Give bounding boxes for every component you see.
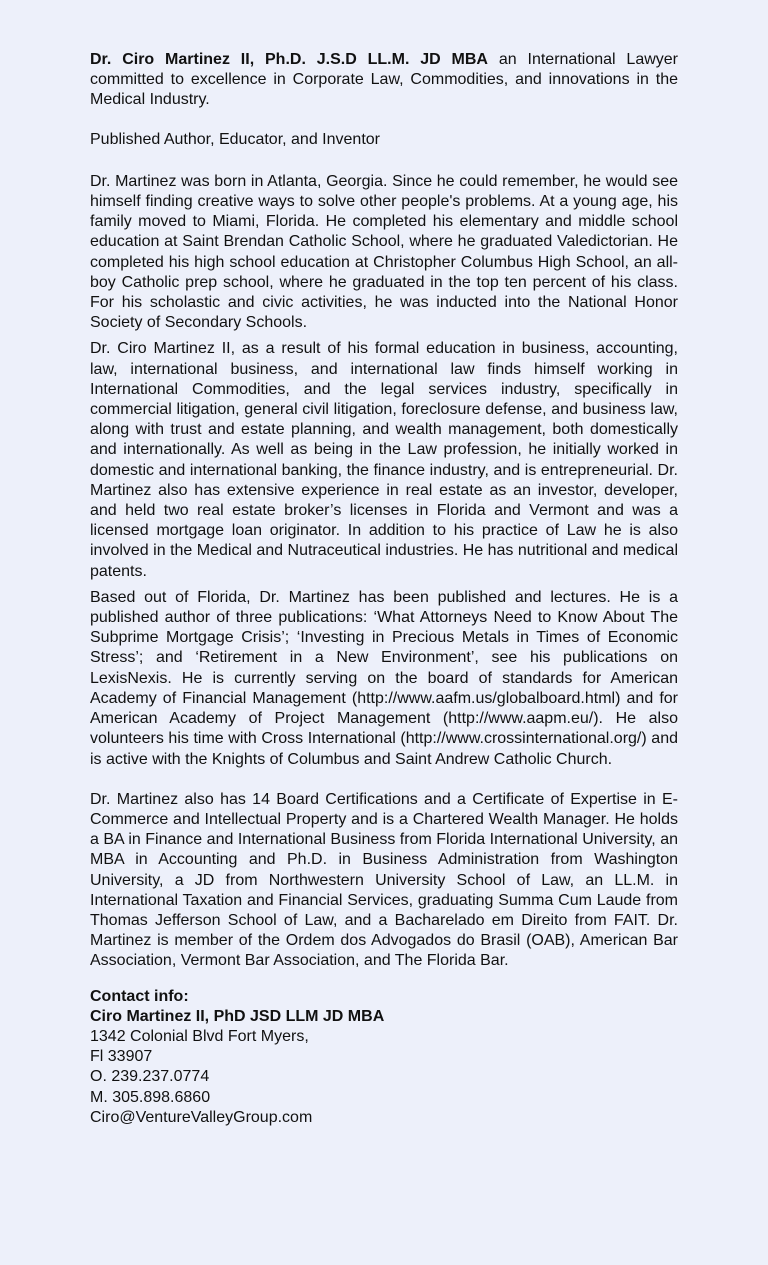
contact-heading: Contact info: [90, 987, 189, 1005]
contact-name: Ciro Martinez II, PhD JSD LLM JD MBA [90, 1007, 385, 1025]
contact-mobile-phone: M. 305.898.6860 [90, 1088, 211, 1106]
tagline: Published Author, Educator, and Inventor [90, 130, 380, 148]
bio-paragraph-early-life: Dr. Martinez was born in Atlanta, Georgia. Since he could remember, he would see himself finding creative ways to solve other people's problems. At a young age, his family moved to Miami, Florida. He completed his elementary and middle school education at Saint Brendan Catholic School, where he graduated Valedictorian. He completed his high school education at Christopher Columbus High School, an all-boy Catholic prep school, where he graduated in the top ten percent of his class. For his scholastic and civic activities, he was inducted into the National Honor Society of Secondary Schools. [90, 172, 678, 332]
bio-paragraph-education: Dr. Martinez also has 14 Board Certifications and a Certificate of Expertise in E- Commerce and Intellectual Property and is a Chartered Wealth Manager. He holds a BA in Finance and International Business from Florida International University, an MBA in Accounting and Ph.D. in Business Administration from Washington University, a JD from Northwestern University School of Law, an LL.M. in International Taxation and Financial Services, graduating Summa Cum Laude from Thomas Jefferson School of Law, and a Bacharelado em Direito from FAIT. Dr. Martinez is member of the Ordem dos Advogados do Brasil (OAB), American Bar Association, Vermont Bar Association, and The Florida Bar. [90, 790, 678, 970]
contact-office-phone: O. 239.237.0774 [90, 1068, 210, 1086]
name-credentials: Dr. Ciro Martinez II, Ph.D. J.S.D LL.M. JD MBA [90, 51, 488, 68]
intro-description: an International Lawyer committed to excellence in Corporate Law, Commodities, and innovations in the Medical Industry. [90, 51, 679, 109]
contact-email: Ciro@VentureValleyGroup.com [90, 1108, 313, 1126]
contact-block [90, 987, 678, 1128]
contact-address-line1: 1342 Colonial Blvd Fort Myers, [90, 1027, 309, 1045]
bio-paragraph-career: Dr. Ciro Martinez II, as a result of his formal education in business, accounting, law, international business, and international law finds himself working in International Commodities, and the legal services industry, specifically in commercial litigation, general civil litigation, foreclosure defense, and business law, along with trust and estate planning, and wealth management, both domestically and internationally. As well as being in the Law profession, he initially worked in domestic and international banking, the finance industry, and is entrepreneurial. Dr. Martinez also has extensive experience in real estate as an investor, developer, and held two real estate broker’s licenses in Florida and Vermont and was a licensed mortgage loan originator. In addition to his practice of Law he is also involved in the Medical and Nutraceutical industries. He has nutritional and medical patents. [90, 340, 678, 580]
contact-address-line2: Fl 33907 [90, 1048, 153, 1066]
bio-paragraph-publications: Based out of Florida, Dr. Martinez has been published and lectures. He is a published author of three publications: ‘What Attorneys Need to Know About The Subprime Mortgage Crisis’; ‘Investing in Precious Metals in Times of Economic Stress’; and ‘Retirement in a New Environment’, see his publications on LexisNexis. He is currently serving on the board of standards for American Academy of Financial Management (http://www.aafm.us/globalboard.html) and for American Academy of Project Management (http://www.aapm.eu/). He also volunteers his time with Cross International (http://www.crossinternational.org/) and is active with the Knights of Columbus and Saint Andrew Catholic Church. [90, 588, 678, 768]
intro-paragraph [90, 50, 678, 111]
